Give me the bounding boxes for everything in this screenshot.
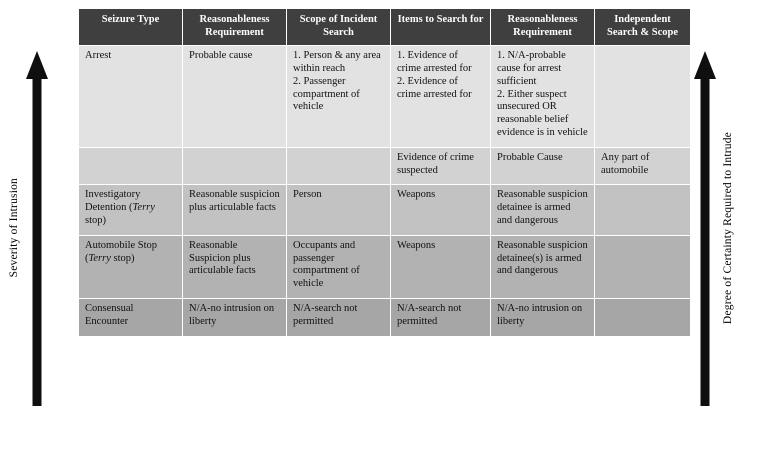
table-cell: Automobile Stop (Terry stop) xyxy=(79,235,183,298)
table-cell: Investigatory Detention (Terry stop) xyxy=(79,185,183,235)
arrow-head xyxy=(26,51,48,79)
table-header xyxy=(79,9,691,46)
table-cell: Occupants and passenger compartment of vehicle xyxy=(287,235,391,298)
table-cell: Any part of automobile xyxy=(595,147,691,185)
table-cell: Arrest xyxy=(79,46,183,148)
table-row xyxy=(79,46,691,148)
table-cell: 1. N/A-probable cause for arrest sufficient 2. Either suspect unsecured OR reasonable belief evidence is in vehicle xyxy=(491,46,595,148)
certainty-axis xyxy=(694,10,764,446)
severity-axis-label: Severity of Intrusion xyxy=(8,178,20,278)
table-cell: Reasonable suspicion plus articulable facts xyxy=(183,185,287,235)
table-row xyxy=(79,235,691,298)
table-cell: Evidence of crime suspected xyxy=(391,147,491,185)
table-cell: Consensual Encounter xyxy=(79,298,183,336)
column-header: Items to Search for xyxy=(391,9,491,46)
table-cell xyxy=(287,147,391,185)
table-cell xyxy=(79,147,183,185)
column-header: Independent Search & Scope xyxy=(595,9,691,46)
table-cell: Weapons xyxy=(391,235,491,298)
arrow-shaft xyxy=(701,76,710,406)
column-header: Reasonableness Requirement xyxy=(183,9,287,46)
table-row xyxy=(79,298,691,336)
table-cell xyxy=(595,298,691,336)
table-cell: N/A-no intrusion on liberty xyxy=(491,298,595,336)
arrow-head xyxy=(694,51,716,79)
table-cell: 1. Evidence of crime arrested for 2. Evidence of crime arrested for xyxy=(391,46,491,148)
table-cell: Person xyxy=(287,185,391,235)
table-row xyxy=(79,185,691,235)
table-cell: N/A-no intrusion on liberty xyxy=(183,298,287,336)
up-arrow-icon xyxy=(694,51,716,406)
column-header: Seizure Type xyxy=(79,9,183,46)
table-cell: Reasonable Suspicion plus articulable facts xyxy=(183,235,287,298)
column-header: Scope of Incident Search xyxy=(287,9,391,46)
table-cell: N/A-search not permitted xyxy=(287,298,391,336)
arrow-shaft xyxy=(33,76,42,406)
table-cell: 1. Person & any area within reach 2. Passenger compartment of vehicle xyxy=(287,46,391,148)
table-cell: Reasonable suspicion detainee is armed and dangerous xyxy=(491,185,595,235)
table-body xyxy=(79,46,691,336)
table-cell xyxy=(595,46,691,148)
table-row xyxy=(79,147,691,185)
certainty-axis-label: Degree of Certainty Required to Intrude xyxy=(722,131,734,325)
severity-axis xyxy=(8,10,78,446)
table-cell: Reasonable suspicion detainee(s) is armed and dangerous xyxy=(491,235,595,298)
header-row xyxy=(79,9,691,46)
table-cell xyxy=(183,147,287,185)
table-cell: N/A-search not permitted xyxy=(391,298,491,336)
table-cell: Probable Cause xyxy=(491,147,595,185)
seizure-matrix xyxy=(78,8,690,337)
up-arrow-icon xyxy=(26,51,48,406)
table-cell xyxy=(595,185,691,235)
table-cell xyxy=(595,235,691,298)
table-cell: Weapons xyxy=(391,185,491,235)
column-header: Reasonableness Requirement xyxy=(491,9,595,46)
matrix-table xyxy=(78,8,691,337)
table-cell: Probable cause xyxy=(183,46,287,148)
